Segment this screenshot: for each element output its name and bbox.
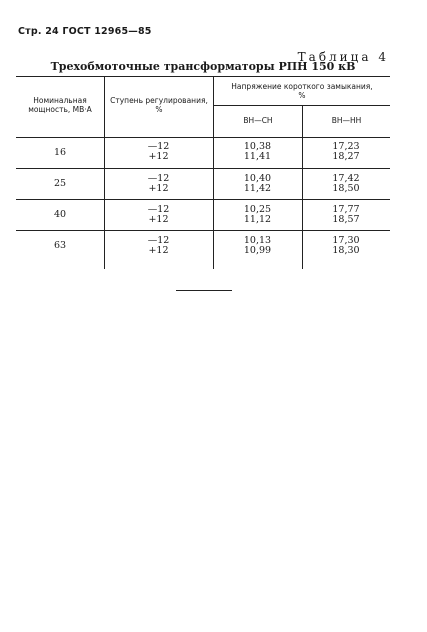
table-number: Таблица 4 <box>297 50 389 64</box>
table-caption: Трехобмоточные трансформаторы РПН 150 кВ <box>50 60 356 73</box>
cell-vn-sn: 10,38 <box>243 141 272 152</box>
cell-step: —12 <box>147 173 170 184</box>
cell-power: 40 <box>53 209 67 220</box>
column-header-step: Ступень регулирования, % <box>110 96 208 114</box>
column-header-power: Номинальная мощность, МВ·А <box>28 96 92 114</box>
cell-vn-nn: 17,42 <box>332 173 360 184</box>
row-divider <box>16 199 390 200</box>
cell-power: 16 <box>53 147 67 158</box>
column-header-voltage: Напряжение короткого замыкания, % <box>231 82 373 100</box>
cell-vn-sn: 11,42 <box>243 183 272 194</box>
cell-vn-nn: 17,77 <box>332 204 360 215</box>
cell-vn-sn: 11,12 <box>243 214 272 225</box>
cell-vn-nn: 17,30 <box>332 235 360 246</box>
cell-vn-sn: 10,99 <box>243 245 272 256</box>
cell-step: +12 <box>148 183 169 194</box>
cell-step: +12 <box>148 151 169 162</box>
cell-step: +12 <box>148 245 169 256</box>
cell-step: +12 <box>148 214 169 225</box>
cell-step: —12 <box>147 204 170 215</box>
cell-vn-nn: 18,57 <box>332 214 360 225</box>
cell-vn-nn: 18,30 <box>332 245 360 256</box>
header-bottom-rule <box>16 137 390 138</box>
column-header-vn-nn: ВН—НН <box>331 116 362 125</box>
cell-vn-sn: 10,40 <box>243 173 272 184</box>
cell-vn-nn: 17,23 <box>332 141 360 152</box>
cell-vn-nn: 18,50 <box>332 183 360 194</box>
cell-vn-sn: 10,13 <box>243 235 272 246</box>
table-top-rule <box>16 76 390 77</box>
column-header-vn-sn: ВН—СН <box>243 116 273 125</box>
cell-step: —12 <box>147 141 170 152</box>
cell-vn-sn: 10,25 <box>243 204 272 215</box>
page-header: Стр. 24 ГОСТ 12965—85 <box>18 26 152 37</box>
cell-vn-nn: 18,27 <box>332 151 360 162</box>
end-divider <box>176 290 232 291</box>
cell-power: 25 <box>53 178 67 189</box>
row-divider <box>16 230 390 231</box>
cell-step: —12 <box>147 235 170 246</box>
cell-vn-sn: 11,41 <box>243 151 272 162</box>
cell-power: 63 <box>53 240 67 251</box>
row-divider <box>16 168 390 169</box>
